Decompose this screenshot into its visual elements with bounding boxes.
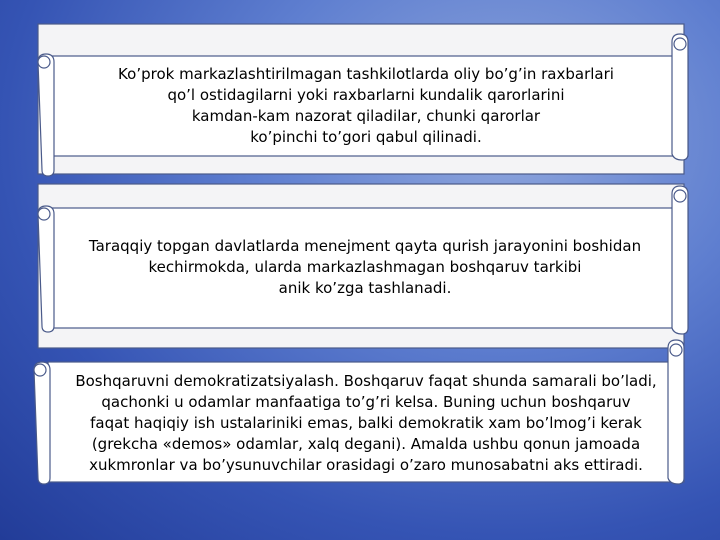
scroll-1-line-1: Ko’prok markazlashtirilmagan tashkilotlarda oliy bo’g’in raxbarlari [118,65,614,83]
scroll-3-line-5: xukmronlar va bo’ysunuvchilar orasidagi o’zaro munosabatni aks ettiradi. [89,455,643,474]
scroll-1-line-4: ko’pinchi to’gori qabul qilinadi. [250,128,482,146]
scroll-3-line-3: faqat haqiqiy ish ustalariniki emas, balki demokratik xam bo’lmog’i kerak [90,413,642,432]
scroll-2-line-2: kechirmokda, ularda markazlashmagan boshqaruv tarkibi [148,257,582,276]
scroll-text-2 [64,222,666,312]
scroll-banner-1 [30,22,692,180]
scroll-3-line-2: qachonki u odamlar manfaatiga to’g’ri kelsa. Buning uchun boshqaruv [101,392,631,411]
scroll-1-line-3: kamdan-kam nazorat qiladilar, chunki qarorlar [191,107,541,125]
scroll-banner-2 [30,182,692,352]
scroll-2-line-1: Taraqqiy topgan davlatlarda menejment qayta qurish jarayonini boshidan [88,236,642,255]
scroll-2-line-3: anik ko’zga tashlanadi. [278,278,452,297]
scroll-3-line-4: (grekcha «demos» odamlar, xalq degani). Amalda ushbu qonun jamoada [91,434,641,453]
scroll-text-1 [70,60,662,152]
scroll-text-3 [54,368,678,478]
scroll-3-line-1: Boshqaruvni demokratizatsiyalash. Boshqaruv faqat shunda samarali bo’ladi, [75,371,657,390]
scroll-1-line-2: qo’l ostidagilarni yoki raxbarlarni kundalik qarorlarini [167,86,565,104]
scroll-banner-3 [30,340,692,490]
